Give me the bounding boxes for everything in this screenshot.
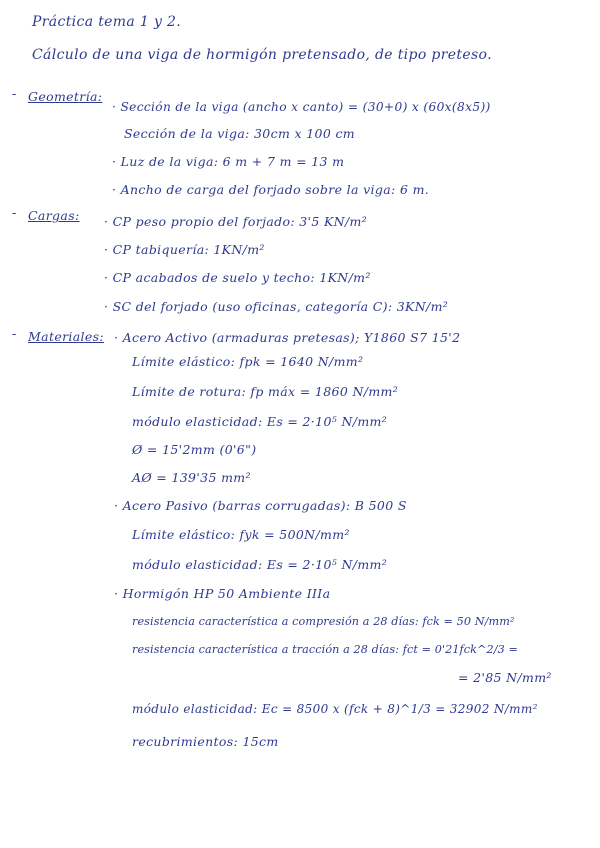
acero-activo-item: módulo elasticidad: Es = 2·10⁵ N/mm² bbox=[132, 414, 388, 429]
cargas-item: · CP peso propio del forjado: 3'5 KN/m² bbox=[104, 214, 368, 229]
hormigon-item: módulo elasticidad: Ec = 8500 x (fck + 8)^1/3 = 32902 N/mm² bbox=[132, 702, 538, 716]
cargas-item: · CP acabados de suelo y techo: 1KN/m² bbox=[104, 270, 371, 285]
acero-activo-item: AØ = 139'35 mm² bbox=[132, 470, 251, 485]
acero-activo-item: Límite de rotura: fp máx = 1860 N/mm² bbox=[132, 384, 399, 399]
hormigon-item: recubrimientos: 15cm bbox=[132, 734, 279, 749]
cargas-item: · SC del forjado (uso oficinas, categoría C): 3KN/m² bbox=[104, 299, 449, 314]
acero-pasivo-item: Límite elástico: fyk = 500N/mm² bbox=[132, 527, 350, 542]
section-heading-geometria: Geometría: bbox=[28, 89, 103, 104]
geometria-item: Sección de la viga: 30cm x 100 cm bbox=[124, 126, 355, 141]
bullet-dash-cargas: - bbox=[12, 206, 17, 221]
cargas-item: · CP tabiquería: 1KN/m² bbox=[104, 242, 265, 257]
acero-activo-item: Ø = 15'2mm (0'6") bbox=[132, 442, 257, 457]
hormigon-title: · Hormigón HP 50 Ambiente IIIa bbox=[114, 586, 331, 601]
bullet-dash-geometria: - bbox=[12, 87, 17, 102]
geometria-item: · Luz de la viga: 6 m + 7 m = 13 m bbox=[112, 154, 345, 169]
hormigon-item: = 2'85 N/mm² bbox=[458, 670, 552, 685]
hormigon-item: resistencia característica a compresión a 28 días: fck = 50 N/mm² bbox=[132, 615, 515, 628]
document-subtitle: Cálculo de una viga de hormigón pretensado, de tipo preteso. bbox=[32, 47, 492, 63]
acero-activo-item: Límite elástico: fpk = 1640 N/mm² bbox=[132, 354, 364, 369]
section-heading-materiales: Materiales: bbox=[28, 329, 104, 344]
document-title: Práctica tema 1 y 2. bbox=[32, 14, 182, 30]
acero-activo-title: · Acero Activo (armaduras pretesas); Y1860 S7 15'2 bbox=[114, 330, 461, 345]
geometria-item: · Ancho de carga del forjado sobre la viga: 6 m. bbox=[112, 182, 430, 197]
bullet-dash-materiales: - bbox=[12, 327, 17, 342]
section-heading-cargas: Cargas: bbox=[28, 208, 80, 223]
acero-pasivo-item: módulo elasticidad: Es = 2·10⁵ N/mm² bbox=[132, 557, 388, 572]
acero-pasivo-title: · Acero Pasivo (barras corrugadas): B 500 S bbox=[114, 498, 407, 513]
geometria-item: · Sección de la viga (ancho x canto) = (30+0) x (60x(8x5)) bbox=[112, 100, 491, 114]
hormigon-item: resistencia característica a tracción a 28 días: fct = 0'21fck^2/3 = bbox=[132, 643, 518, 656]
